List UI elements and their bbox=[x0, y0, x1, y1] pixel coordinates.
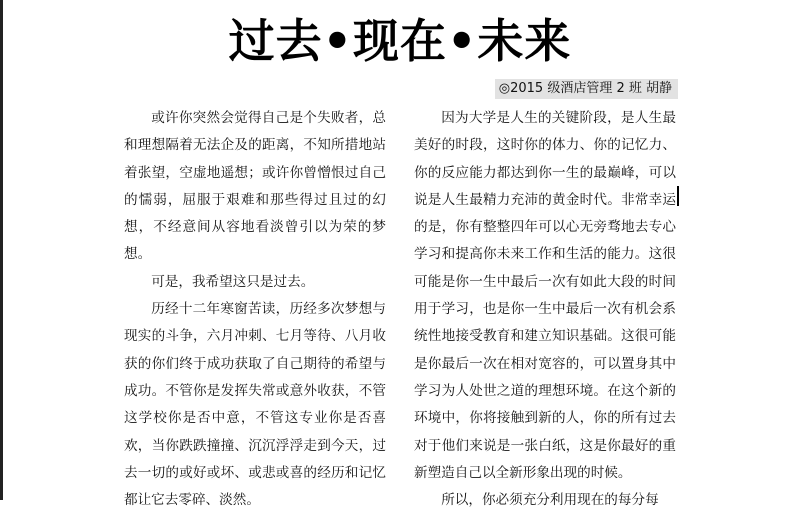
text-cursor bbox=[677, 186, 679, 206]
paragraph: 因为大学是人生的关键阶段，是人生最美好的时段，这时你的体力、你的记忆力、你的反应能力都达到你一生的最巅峰，可以说是人生最精力充沛的黄金时代。非常幸运的是，你有整整四年可以心无旁骛地去专心学习和提高你未来工作和生活的能力。这很可能是你一生中最后一次有如此大段的时间用于学习，也是你一生中最后一次有机会系统性地接受教育和建立知识基础。这很可能是你最后一次在相对宽容的，可以置身其中学习为人处世之道的理想环境。在这个新的环境中，你将接触到新的人，你的所有过去对于他们来说是一张白纸，这是你最好的重新塑造自己以全新形象出现的时候。 bbox=[414, 110, 676, 481]
right-text-column bbox=[414, 105, 676, 514]
author-byline: ◎2015 级酒店管理 2 班 胡静 bbox=[495, 79, 678, 99]
paragraph: 可是，我希望这只是过去。 bbox=[151, 273, 315, 290]
paragraph: 或许你突然会觉得自己是个失败者，总和理想隔着无法企及的距离，不知所措地站着张望，空虚地遥想；或许你曾憎恨过自己的懦弱，屈服于艰难和那些得过且过的幻想，不经意间从容地看淡曾引以为荣的梦想。 bbox=[124, 110, 386, 263]
left-text-column bbox=[124, 105, 386, 514]
paragraph: 所以，你必须充分利用现在的每分每 bbox=[441, 492, 659, 509]
paragraph: 历经十二年寒窗苦读，历经多次梦想与现实的斗争，六月冲刺、七月等待、八月收获的你们终于成功获取了自己期待的希望与成功。不管你是发挥失常或意外收获，不管这学校你是否中意，不管这专业你是否喜欢，当你跌跌撞撞、沉沉浮浮走到今天，过去一切的或好或坏、或悲或喜的经历和记忆都让它去零碎、淡然。 bbox=[124, 301, 386, 509]
page-title: 过去•现在•未来 bbox=[228, 14, 572, 68]
